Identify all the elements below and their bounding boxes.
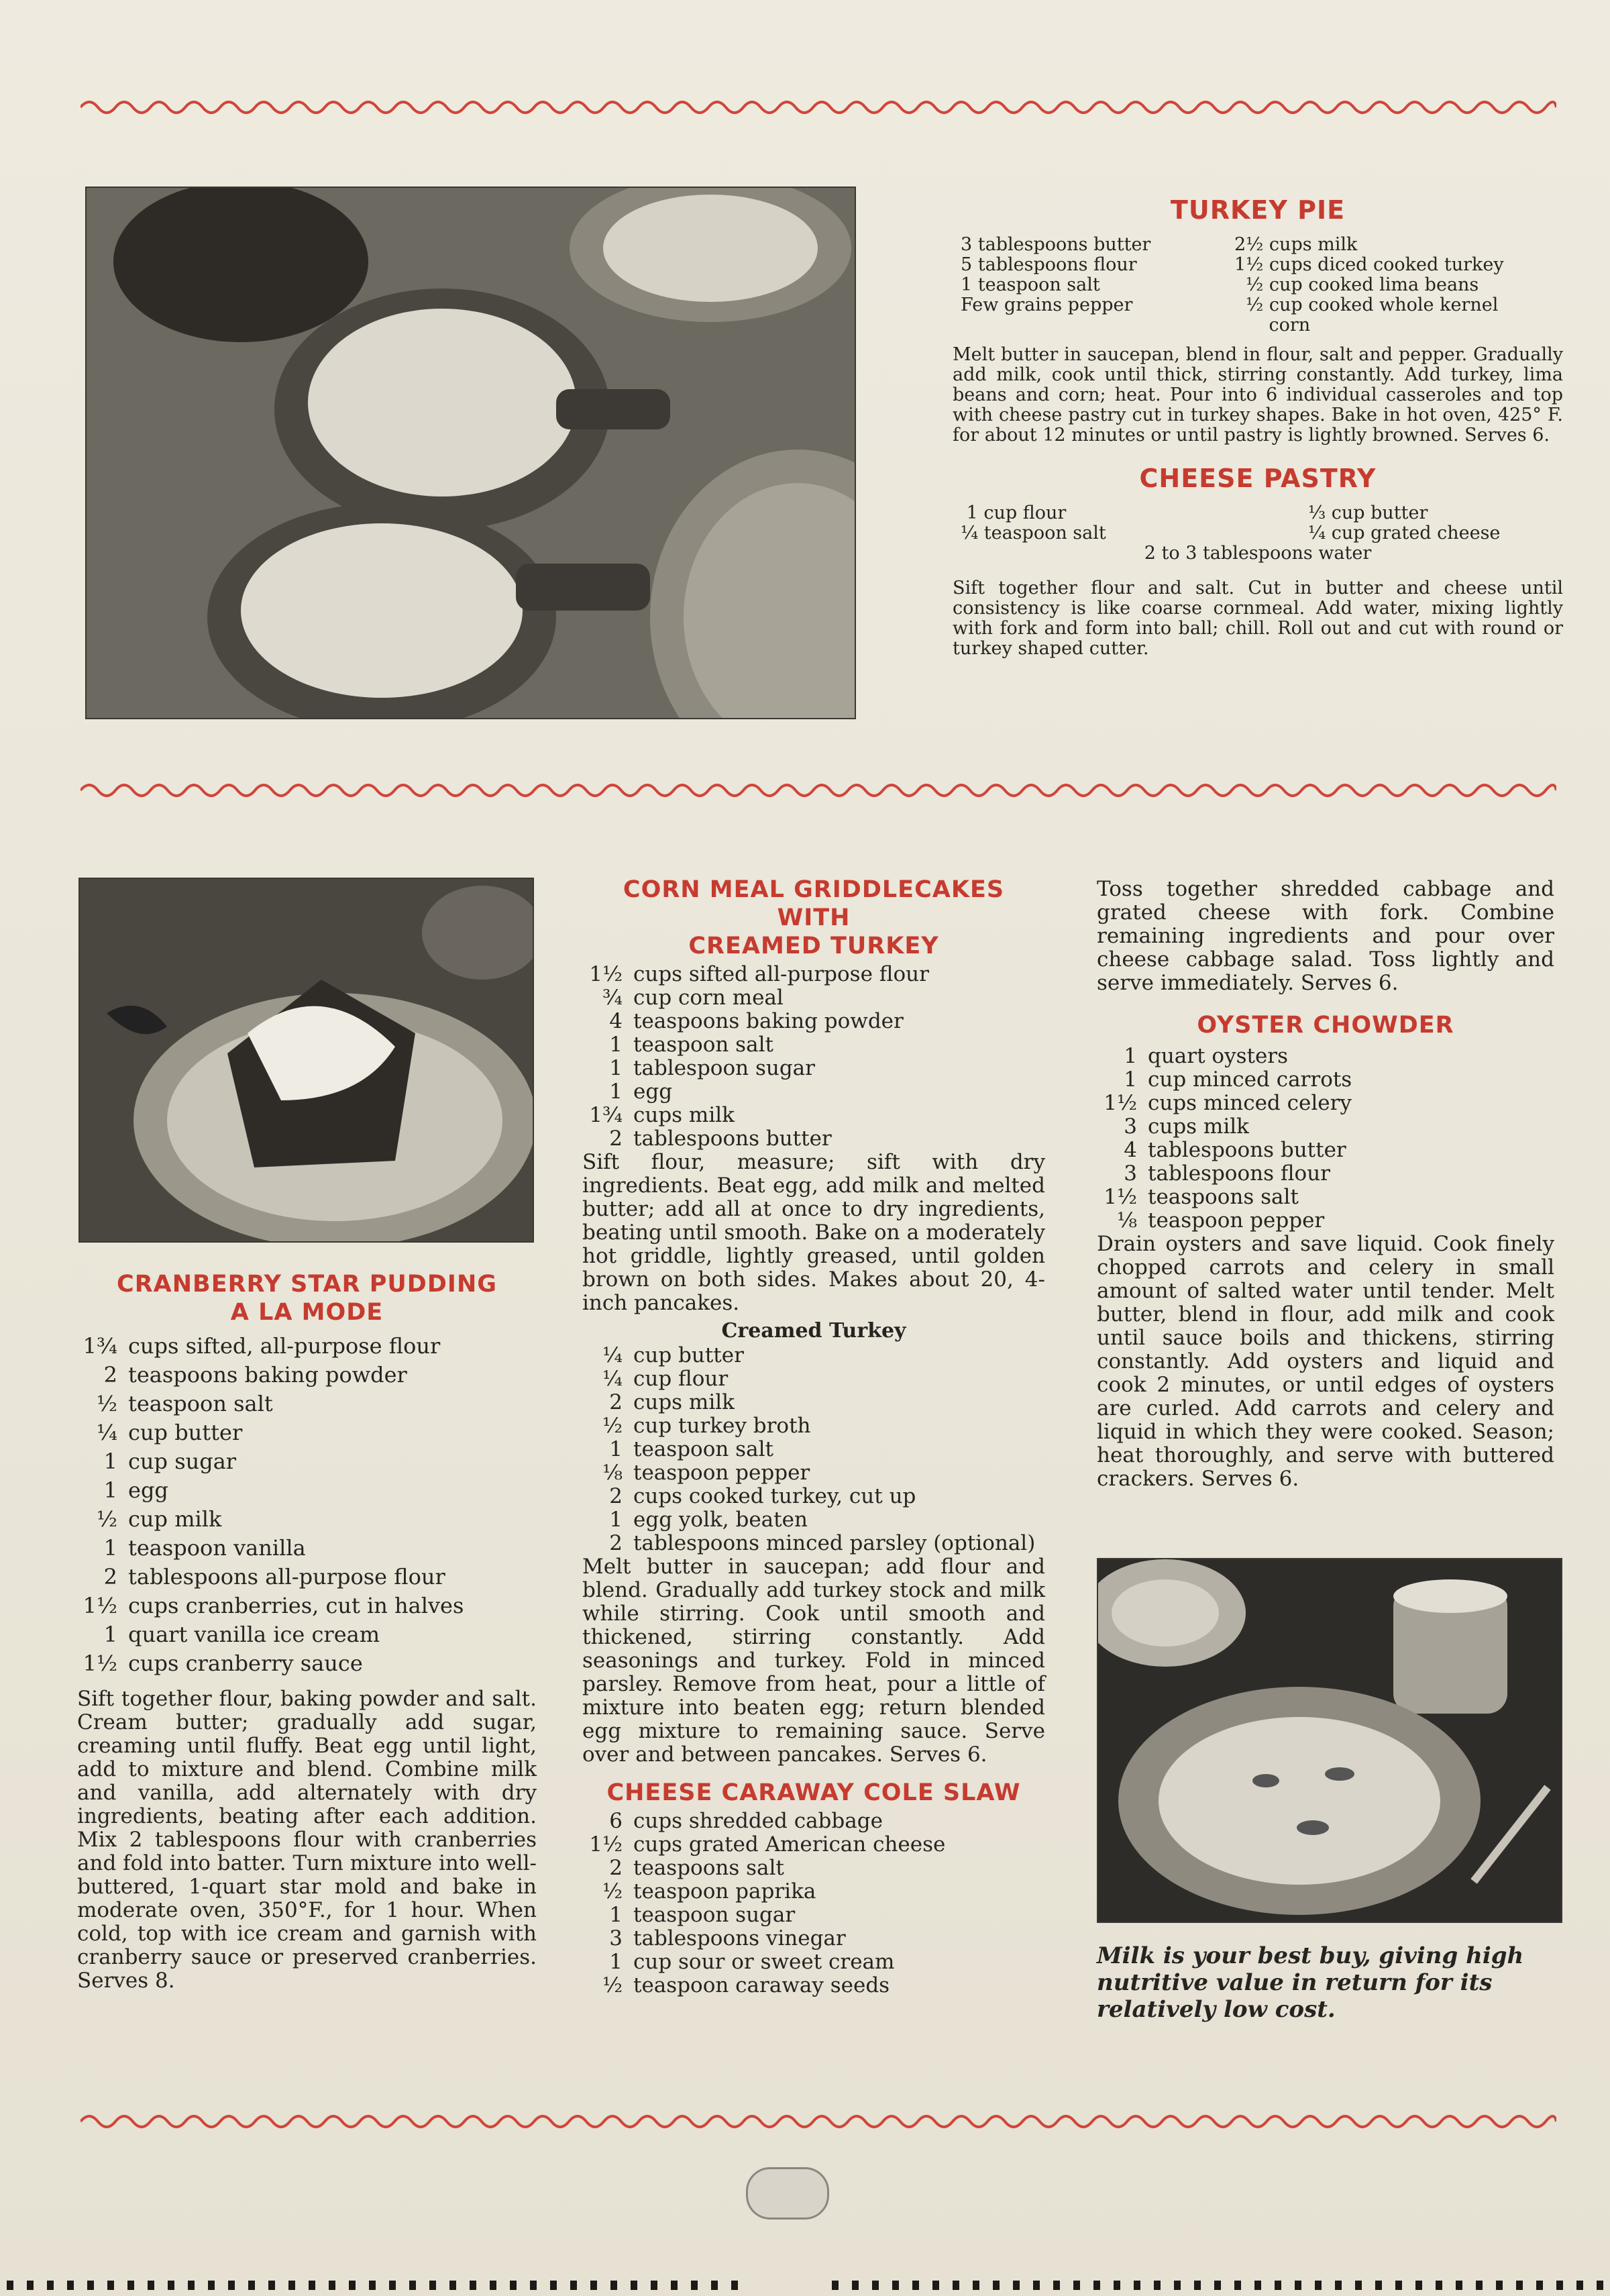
turkey-pie-ingredients xyxy=(953,235,1563,335)
ingredient-line: 1 cup flour xyxy=(961,503,1067,523)
ingredient-line: 1 egg xyxy=(103,1477,168,1503)
turkey-pie-title: TURKEY PIE xyxy=(1170,195,1346,225)
cranberry-title-line2: A LA MODE xyxy=(230,1299,384,1326)
ingredient-line: ½ teaspoon salt xyxy=(96,1391,273,1416)
turkey-pie-section xyxy=(953,195,1563,659)
cranberry-title-line1: CRANBERRY STAR PUDDING xyxy=(117,1271,497,1298)
right-column xyxy=(1097,878,1554,1491)
ingredient-line: 2½ cups milk xyxy=(1234,234,1358,255)
ingredient-line: 1½ cups grated American cheese xyxy=(589,1832,946,1857)
cranberry-pudding-section xyxy=(77,1270,537,1993)
top-wave-divider xyxy=(80,94,1556,121)
cole-slaw-ingredients xyxy=(582,1810,1045,1997)
creamed-turkey-directions: Melt butter in saucepan; add flour and blend. Gradually add turkey stock and milk while stirring. Cook until smooth and thickened, stirring constantly. Add seasonings and turkey. Fold in minced parsley. Remove from heat, pour a little of mixture into beaten egg; return blended egg mixture to remaining sauce. Serve over and between pancakes. Serves 6. xyxy=(582,1555,1045,1767)
ingredient-line: 1 egg yolk, beaten xyxy=(609,1508,808,1532)
ingredient-line: 2 cups milk xyxy=(609,1390,735,1414)
ingredient-line: ¼ teaspoon salt xyxy=(961,523,1106,543)
ingredient-line: ⅛ teaspoon pepper xyxy=(602,1461,810,1485)
cranberry-pudding-photo xyxy=(78,878,534,1243)
binder-tab xyxy=(746,2167,829,2220)
ingredient-line: 1 teaspoon salt xyxy=(609,1437,773,1461)
oyster-chowder-directions: Drain oysters and save liquid. Cook finely chopped carrots and celery in small amount of salted water until tender. Melt butter, blend in flour, add milk and cook until sauce boils and thickens, stirring constantly. Add oysters and liquid and cook 2 minutes, or until edges of oysters are curled. Add carrots and celery and liquid in which they were cooked. Season; heat thoroughly, and serve with buttered crackers. Serves 6. xyxy=(1097,1232,1554,1491)
griddlecakes-title-line2: CREAMED TURKEY xyxy=(688,933,939,959)
ingredient-line: 2 to 3 tablespoons water xyxy=(1144,543,1372,564)
cole-slaw-title: CHEESE CARAWAY COLE SLAW xyxy=(606,1779,1021,1806)
ingredient-line: 2 tablespoons minced parsley (optional) xyxy=(609,1531,1036,1555)
ingredient-line: 1 tablespoon sugar xyxy=(609,1056,815,1080)
ingredient-line: ½ cup cooked lima beans xyxy=(1234,274,1479,295)
ingredient-line: 6 cups shredded cabbage xyxy=(609,1809,883,1833)
ingredient-line: 1 teaspoon sugar xyxy=(609,1903,796,1927)
griddlecakes-title-line1: CORN MEAL GRIDDLECAKES WITH xyxy=(623,876,1005,931)
ingredient-line: corn xyxy=(1234,315,1311,335)
ingredient-line: 2 teaspoons baking powder xyxy=(103,1362,407,1388)
ingredient-line: 1 cup minced carrots xyxy=(1124,1067,1352,1092)
cranberry-ingredients xyxy=(77,1332,537,1678)
ingredient-line: 1 quart vanilla ice cream xyxy=(103,1622,380,1647)
ingredient-line: ½ teaspoon caraway seeds xyxy=(602,1973,890,1997)
ingredient-line: Few grains pepper xyxy=(961,295,1133,315)
oyster-chowder-photo xyxy=(1097,1558,1562,1923)
ingredient-line: 1¾ cups sifted, all-purpose flour xyxy=(83,1333,441,1359)
ingredient-line: 2 cups cooked turkey, cut up xyxy=(609,1484,916,1508)
creamed-turkey-subtitle: Creamed Turkey xyxy=(721,1319,906,1343)
ingredient-line: 2 tablespoons butter xyxy=(609,1127,832,1151)
ingredient-line: ¼ cup butter xyxy=(96,1420,243,1445)
ingredient-line: ½ cup cooked whole kernel xyxy=(1234,295,1499,315)
ingredient-line: 1½ cups diced cooked turkey xyxy=(1234,254,1504,275)
middle-wave-divider xyxy=(80,777,1556,804)
creamed-turkey-ingredients xyxy=(582,1344,1045,1555)
oyster-chowder-title: OYSTER CHOWDER xyxy=(1197,1012,1454,1039)
griddlecakes-ingredients xyxy=(582,963,1045,1151)
ingredient-line: 1 quart oysters xyxy=(1124,1044,1289,1068)
spiral-binding xyxy=(0,2278,1610,2293)
ingredient-line: 1 teaspoon salt xyxy=(961,274,1100,295)
ingredient-line: 4 teaspoons baking powder xyxy=(609,1009,904,1033)
ingredient-line: ⅛ teaspoon pepper xyxy=(1116,1208,1325,1233)
ingredient-line: ¼ cup butter xyxy=(602,1343,744,1367)
ingredient-line: 1½ cups cranberry sauce xyxy=(83,1651,363,1676)
ingredient-line: 1¾ cups milk xyxy=(589,1103,735,1127)
ingredient-line: 1½ cups sifted all-purpose flour xyxy=(589,962,929,986)
ingredient-line: ¼ cup grated cheese xyxy=(1308,523,1501,543)
ingredient-line: 3 tablespoons vinegar xyxy=(609,1926,846,1950)
ingredient-line: ⅓ cup butter xyxy=(1308,503,1428,523)
ingredient-line: 2 teaspoons salt xyxy=(609,1856,784,1880)
turkey-pie-directions: Melt butter in saucepan, blend in flour, salt and pepper. Gradually add milk, cook until thick, stirring constantly. Add turkey, lima beans and corn; heat. Pour into 6 individual casseroles and top with cheese pastry cut in turkey shapes. Bake in hot oven, 425° F. for about 12 minutes or until pastry is lightly browned. Serves 6. xyxy=(953,344,1563,446)
ingredient-line: 2 tablespoons all-purpose flour xyxy=(103,1564,445,1589)
ingredient-line: 1 teaspoon salt xyxy=(609,1033,773,1057)
ingredient-line: 5 tablespoons flour xyxy=(961,254,1137,275)
ingredient-line: 1 egg xyxy=(609,1080,673,1104)
ingredient-line: 3 tablespoons butter xyxy=(961,234,1151,255)
ingredient-line: ½ cup milk xyxy=(96,1506,222,1532)
ingredient-line: 1 cup sugar xyxy=(103,1449,237,1474)
ingredient-line: 1 cup sour or sweet cream xyxy=(609,1950,895,1974)
ingredient-line: 3 tablespoons flour xyxy=(1124,1161,1330,1186)
ingredient-line: 1 teaspoon vanilla xyxy=(103,1535,306,1561)
ingredient-line: ¼ cup flour xyxy=(602,1367,729,1391)
turkey-pie-photo xyxy=(85,187,856,719)
ingredient-line: ½ cup turkey broth xyxy=(602,1414,811,1438)
milk-caption: Milk is your best buy, giving high nutritive value in return for its relatively low cost. xyxy=(1097,1942,1524,2023)
ingredient-line: 3 cups milk xyxy=(1124,1114,1249,1139)
cranberry-directions: Sift together flour, baking powder and salt. Cream butter; gradually add sugar, creaming until fluffy. Beat egg until light, add to mixture and blend. Combine milk and vanilla, add alternately with dry ingredients, beating after each addition. Mix 2 tablespoons flour with cranberries and fold into batter. Turn mixture into well-buttered, 1-quart star mold and bake in moderate oven, 350°F., for 1 hour. When cold, top with ice cream and garnish with cranberry sauce or preserved cranberries. Serves 8. xyxy=(77,1687,537,1993)
oyster-chowder-ingredients xyxy=(1097,1045,1554,1233)
ingredient-line: ½ teaspoon paprika xyxy=(602,1879,816,1903)
ingredient-line: ¾ cup corn meal xyxy=(602,986,784,1010)
griddlecakes-directions: Sift flour, measure; sift with dry ingredients. Beat egg, add milk and melted butter; add all at once to dry ingredients, beating until smooth. Bake on a moderately hot griddle, lightly greased, until golden brown on both sides. Makes about 20, 4-inch pancakes. xyxy=(582,1150,1045,1315)
bottom-wave-divider xyxy=(80,2108,1556,2135)
cole-slaw-directions: Toss together shredded cabbage and grated cheese with fork. Combine remaining ingredients and pour over cheese cabbage salad. Toss lightly and serve immediately. Serves 6. xyxy=(1097,877,1554,995)
ingredient-line: 1½ cups cranberries, cut in halves xyxy=(83,1593,464,1618)
ingredient-line: 4 tablespoons butter xyxy=(1124,1138,1346,1162)
ingredient-line: 1½ cups minced celery xyxy=(1104,1091,1352,1115)
ingredient-line: 1½ teaspoons salt xyxy=(1104,1185,1299,1209)
cheese-pastry-title: CHEESE PASTRY xyxy=(1139,464,1377,493)
cheese-pastry-ingredients xyxy=(953,503,1563,543)
cheese-pastry-directions: Sift together flour and salt. Cut in butter and cheese until consistency is like coarse cornmeal. Add water, mixing lightly with fork and form into ball; chill. Roll out and cut with round or turkey shaped cutter. xyxy=(953,578,1563,659)
griddlecakes-section xyxy=(582,876,1045,1997)
